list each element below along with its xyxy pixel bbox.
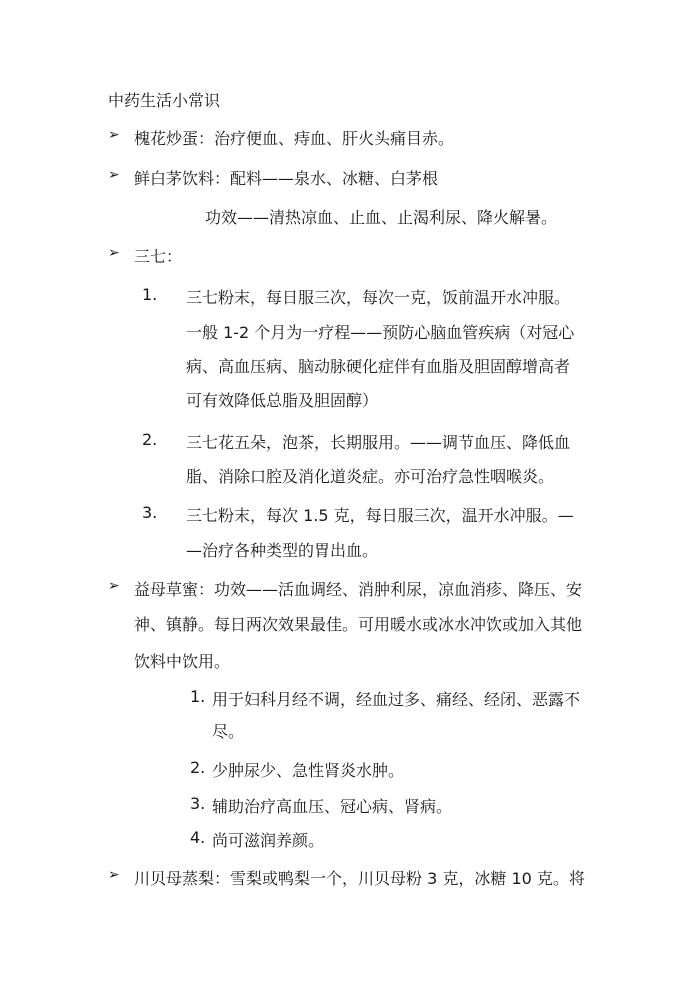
list-item-line: 尚可滋润养颜。: [212, 831, 325, 850]
section-chuanbei: 川贝母蒸梨：雪梨或鸭梨一个，川贝母粉 3 克，冰糖 10 克。将: [134, 869, 585, 888]
list-item-line: 脂、消除口腔及消化道炎症。亦可治疗急性咽喉炎。: [186, 467, 555, 486]
bullet-arrow-icon: ➢: [108, 127, 120, 143]
bullet-arrow-icon: ➢: [108, 867, 120, 883]
list-number: 3.: [190, 794, 206, 813]
list-item-line: 病、高血压病、脑动脉硬化症伴有血脂及胆固醇增高者: [186, 357, 571, 376]
page-title: 中药生活小常识: [108, 91, 221, 110]
list-number: 4.: [190, 828, 206, 847]
list-item-line: 尽。: [212, 722, 245, 741]
bullet-arrow-icon: ➢: [108, 245, 120, 261]
list-item-line: —治疗各种类型的胃出血。: [186, 541, 379, 560]
list-number: 3.: [142, 503, 158, 522]
section-sanqi-heading: 三七：: [134, 247, 183, 266]
section-yimu-line: 益母草蜜：功效——活血调经、消肿利尿，凉血消疹、降压、安: [134, 580, 583, 599]
list-item-line: 三七粉末，每次 1.5 克，每日服三次，温开水冲服。—: [186, 506, 574, 525]
section-yimu-line: 神、镇静。每日两次效果最佳。可用暖水或冰水冲饮或加入其他: [134, 615, 583, 634]
list-number: 1.: [142, 285, 158, 304]
list-item-line: 三七粉末，每日服三次，每次一克，饭前温开水冲服。: [186, 288, 571, 307]
bullet-arrow-icon: ➢: [108, 578, 120, 594]
list-item-line: 一般 1-2 个月为一疗程——预防心脑血管疾病（对冠心: [186, 323, 575, 342]
list-item-line: 少肿尿少、急性肾炎水肿。: [212, 761, 405, 780]
list-number: 2.: [190, 758, 206, 777]
list-item-line: 可有效降低总脂及胆固醇）: [186, 391, 379, 410]
list-number: 2.: [142, 430, 158, 449]
section-yimu-line: 饮料中饮用。: [134, 652, 231, 671]
list-item-line: 用于妇科月经不调，经血过多、痛经、经闭、恶露不: [212, 690, 581, 709]
section-baimao-line2: 功效——清热凉血、止血、止渴利尿、降火解暑。: [205, 208, 558, 227]
bullet-arrow-icon: ➢: [108, 167, 120, 183]
section-baimao-line1: 鲜白茅饮料：配料——泉水、冰糖、白茅根: [134, 169, 439, 188]
section-huaihua: 槐花炒蛋：治疗便血、痔血、肝火头痛目赤。: [134, 129, 455, 148]
list-item-line: 三七花五朵，泡茶，长期服用。——调节血压、降低血: [186, 433, 571, 452]
list-item-line: 辅助治疗高血压、冠心病、肾病。: [212, 797, 453, 816]
list-number: 1.: [190, 687, 206, 706]
